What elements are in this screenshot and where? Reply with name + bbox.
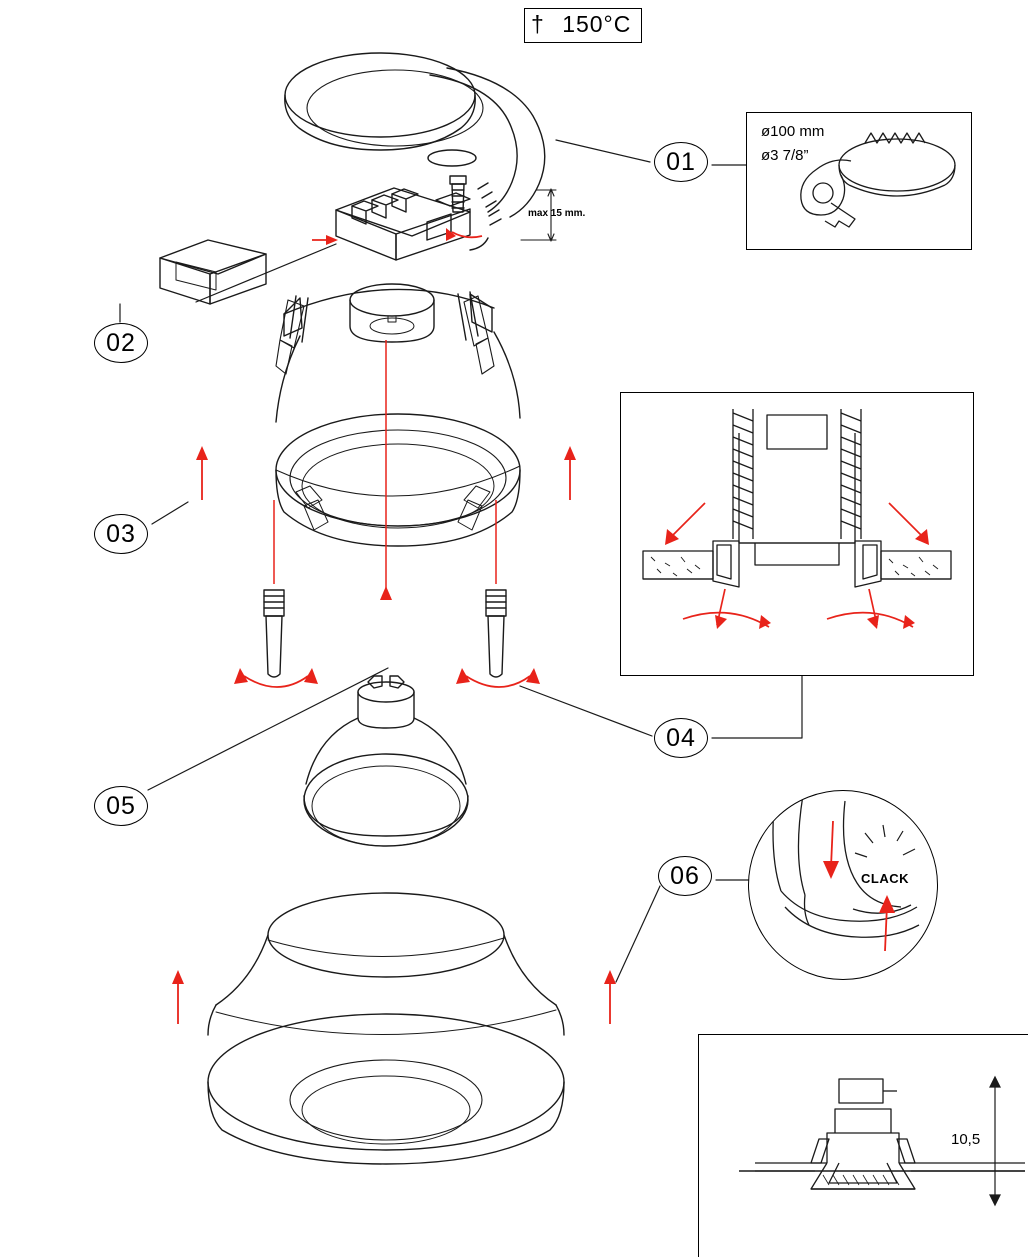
- step-marker-06[interactable]: [658, 856, 712, 896]
- flex-conduit: [430, 68, 545, 250]
- motion-arrows: [172, 228, 616, 1024]
- hole-saw-callout: [746, 112, 972, 250]
- decorative-trim: [208, 893, 564, 1164]
- step-marker-01[interactable]: [654, 142, 708, 182]
- clack-callout: [748, 790, 938, 980]
- dagger-icon: †: [531, 11, 545, 37]
- terminal-block: [336, 176, 470, 260]
- step-06-label: 06: [670, 861, 700, 890]
- spring-clip-callout: [620, 392, 974, 676]
- housing-body: [276, 284, 520, 546]
- temperature-value: 150°C: [562, 11, 632, 37]
- clack-label: CLACK: [861, 871, 909, 886]
- spring-clip-ceiling-detail-icon: [621, 393, 973, 675]
- step-01-label: 01: [666, 147, 696, 176]
- fixing-screw-left: [264, 590, 284, 677]
- hole-saw-icon: [747, 113, 971, 249]
- hole-diameter-imperial: ø3 7/8”: [761, 147, 809, 164]
- plate-hole: [428, 150, 476, 166]
- temperature-note: [524, 8, 642, 43]
- step-marker-05[interactable]: [94, 786, 148, 826]
- step-marker-03[interactable]: [94, 514, 148, 554]
- fixing-screw-right: [486, 590, 506, 677]
- hole-diameter-metric: ø100 mm: [761, 123, 825, 140]
- section-callout: [698, 1034, 1028, 1257]
- step-03-label: 03: [106, 519, 136, 548]
- step-04-label: 04: [666, 723, 696, 752]
- step-marker-02[interactable]: [94, 323, 148, 363]
- step-02-label: 02: [106, 328, 136, 357]
- section-dimension-label: 10,5: [951, 1131, 981, 1148]
- cover-plate-part: [285, 53, 483, 150]
- max-wire-length-label: max 15 mm.: [528, 208, 586, 219]
- step-marker-04[interactable]: [654, 718, 708, 758]
- gu10-lamp: [304, 676, 468, 846]
- step-05-label: 05: [106, 791, 136, 820]
